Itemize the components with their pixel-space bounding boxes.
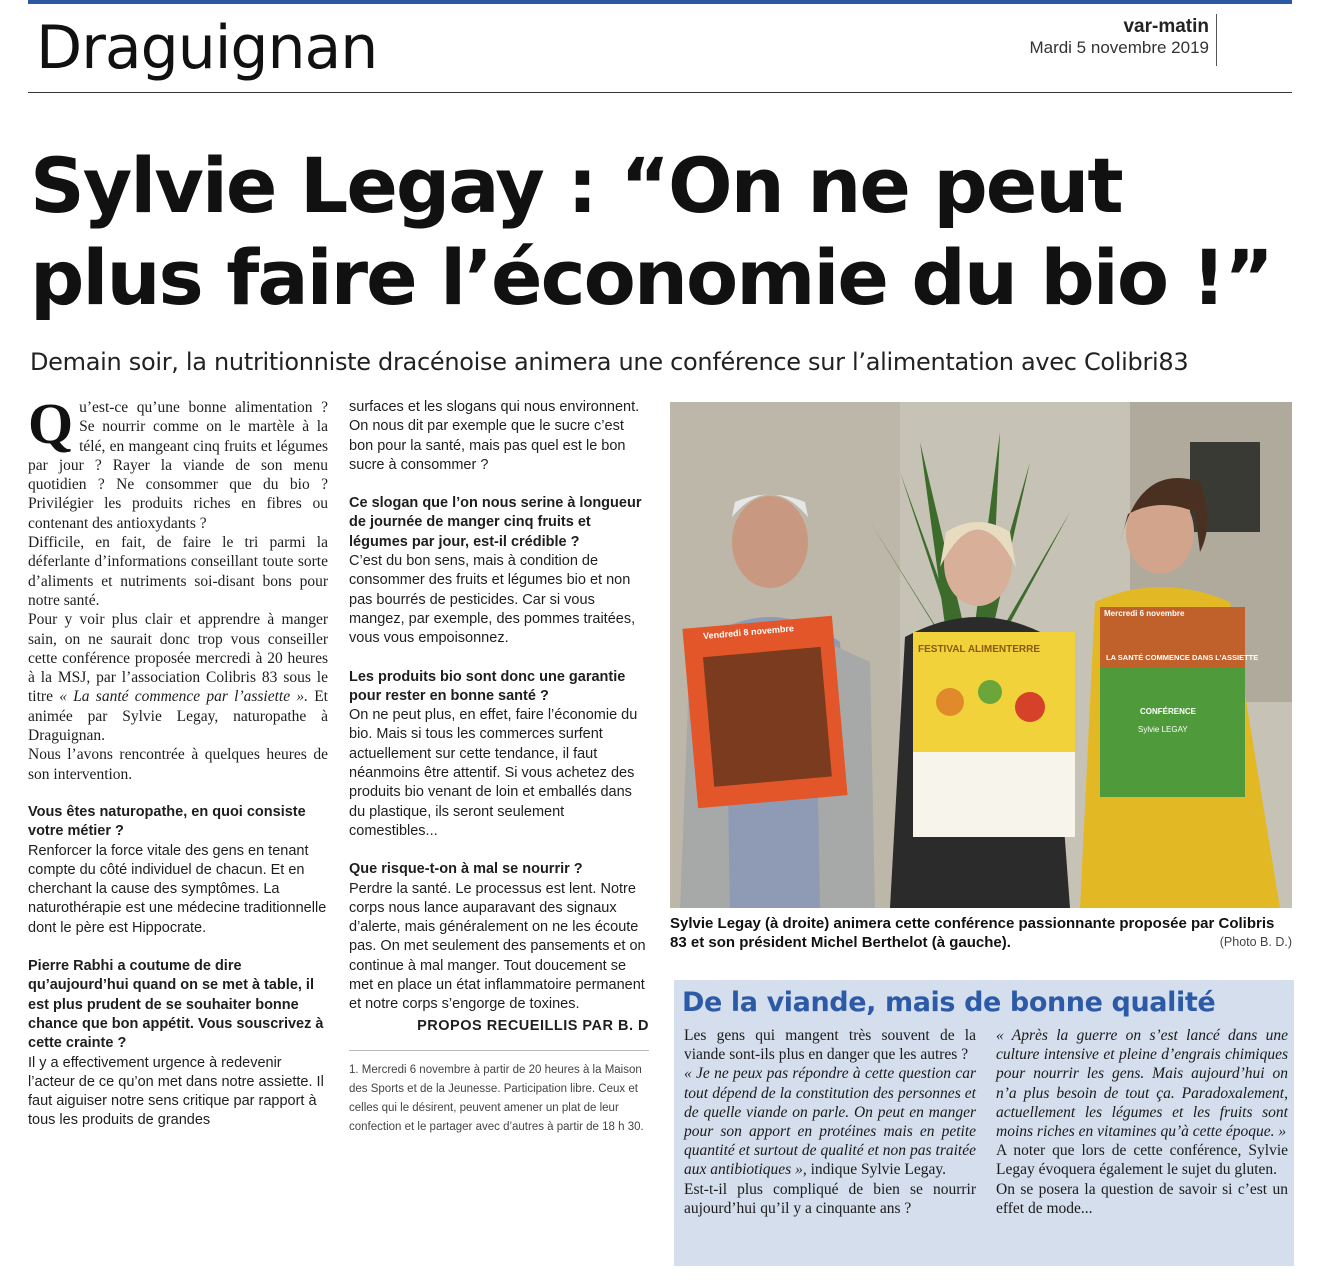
question-3: Ce slogan que l’on nous serine à longueur de journée de manger cinq fruits et légumes par jour, est-il crédible ? xyxy=(349,495,642,550)
sidebar-question-2: Est-t-il plus compliqué de bien se nourrir aujourd’hui qu’il y a cinquante ans ? xyxy=(684,1180,976,1217)
answer-1: Renforcer la force vitale des gens en tenant compte du côté individuel de chacun. Et en cherchant la cause des symptômes. La naturothérapie est une médecine traditionnelle dont le père est Hippocrate. xyxy=(28,842,327,936)
photo-caption xyxy=(670,914,1292,952)
footnote: 1. Mercredi 6 novembre à partir de 20 heures à la Maison des Sports et de la Jeunesse. Participation libre. Ceux et celles qui le désirent, peuvent amener un plat de leur confection et le partager avec d’autres à partir de 18 h 30. xyxy=(349,1063,644,1133)
sidebar-box xyxy=(674,980,1294,1266)
poster-right-sub: CONFÉRENCE xyxy=(1140,707,1197,716)
publication-date: Mardi 5 novembre 2019 xyxy=(1029,38,1209,57)
answer-2: Il y a effectivement urgence à redevenir l’acteur de ce qu’on met dans notre assiette. Il faut aiguiser notre sens critique par rapport à tous les produits de grandes xyxy=(28,1054,324,1129)
note-divider xyxy=(349,1050,649,1051)
sidebar-column-left xyxy=(684,1026,976,1218)
intro-paragraph-4: Nous l’avons rencontrée à quelques heures de son intervention. xyxy=(28,746,328,783)
sidebar-column-right xyxy=(996,1026,1288,1218)
headline-line-1: Sylvie Legay : “On ne peut xyxy=(30,141,1122,230)
sidebar-paragraph-2: On se posera la question de savoir si c’est un effet de mode... xyxy=(996,1180,1288,1217)
sidebar-paragraph-1: A noter que lors de cette conférence, Sylvie Legay évoquera également le sujet du gluten. xyxy=(996,1142,1288,1179)
article-photo xyxy=(670,402,1292,908)
answer-2-continued: surfaces et les slogans qui nous environnent. On nous dit par exemple que le sucre c’est bon pour la santé, mais pas quel est le bon sucre à consommer ? xyxy=(349,399,640,473)
poster-right-title: LA SANTÉ COMMENCE DANS L’ASSIETTE xyxy=(1106,653,1259,662)
article-column-2 xyxy=(349,398,649,1137)
top-accent-bar xyxy=(28,0,1292,4)
intro-paragraph-2: Difficile, en fait, de faire le tri parmi la déferlante d’informations conseillant toute sorte d’aliments et nutriments soi-disant bons pour notre santé. xyxy=(28,534,328,609)
poster-right-date: Mercredi 6 novembre xyxy=(1104,609,1185,618)
intro-paragraph-1: Qu’est-ce qu’une bonne alimentation ? Se nourrir comme on le martèle à la télé, en mangeant cinq fruits et légumes par jour ? Rayer la viande de son menu quotidien ? Ne consommer que du bio ? Privilégier les produits riches en fibres ou contenant des antioxydants ? xyxy=(28,391,328,532)
headline xyxy=(30,140,1300,324)
person-left-face xyxy=(732,496,808,588)
sidebar-quote-1: « Je ne peux pas répondre à cette question car tout dépend de la constitution des personnes et de quelle viande on parle. On peut en manger pour son apport en protéines mais en petite quantité et surtout de qualité et non pas traitée aux antibiotiques », indique Sylvie Legay. xyxy=(684,1065,976,1179)
header-rule xyxy=(28,92,1292,93)
question-4: Les produits bio sont donc une garantie pour rester en bonne santé ? xyxy=(349,668,626,704)
sidebar-quote-2: « Après la guerre on s’est lancé dans une culture intensive et pleine d’engrais chimiques pour nourrir les gens. Mais aujourd’hui on n’a plus besoin de tout ça. Paradoxalement, actuellement les légumes et les fruits sont moins riches en vitamines qu’à cette époque. » xyxy=(996,1027,1288,1141)
photo-illustration xyxy=(670,402,1292,908)
answer-5: Perdre la santé. Le processus est lent. Notre corps nous lance auparavant des signaux d’alerte, mais généralement on ne les écoute pas. On met seulement des pansements et on continue à mal manger. Tout doucement se met en place un état inflammatoire permanent et notre corps s’engorge de toxines. xyxy=(349,880,646,1013)
headline-line-2: plus faire l’économie du bio !” xyxy=(30,233,1273,322)
intro-paragraph-3: Pour y voir plus clair et apprendre à manger sain, on ne saurait donc trop vous conseiller cette conférence proposée mercredi à 20 heures à la MSJ, par l’association Colibris 83 sous le titre « La santé commence par l’assiette ». Et animée par Sylvie Legay, naturopathe à Draguignan. xyxy=(28,611,328,745)
masthead xyxy=(1029,16,1209,58)
newspaper-name: var-matin xyxy=(1123,16,1209,37)
caption-text: Sylvie Legay (à droite) animera cette conférence passionnante proposée par Colibris 83 et son président Michel Berthelot (à gauche). xyxy=(670,915,1275,951)
section-title: Draguignan xyxy=(36,13,378,83)
drop-cap: Q xyxy=(28,391,74,456)
byline-signature: PROPOS RECUEILLIS PAR B. D xyxy=(417,1017,649,1034)
poster-left-text: Vendredi 8 novembre xyxy=(702,623,795,642)
answer-3: C’est du bon sens, mais à condition de consommer des fruits et légumes bio et non pas bourrés de pesticides. Car si vous mangez, par exemple, des pommes traitées, vous vous empoisonnez. xyxy=(349,553,636,647)
question-1: Vous êtes naturopathe, en quoi consiste votre métier ? xyxy=(28,803,306,840)
poster-right-name: Sylvie LEGAY xyxy=(1138,725,1188,734)
masthead-divider xyxy=(1216,14,1217,66)
poster-middle-text: FESTIVAL ALIMENTERRE xyxy=(918,644,1041,655)
photo-credit: (Photo B. D.) xyxy=(1219,935,1292,949)
answer-4: On ne peut plus, en effet, faire l’économie du bio. Mais si tous les commerces surfent actuellement sur cette tendance, il faut néanmoins être attentif. Si vous achetez des produits bio venant de loin et emballés dans du plastique, ils seront seulement comestibles... xyxy=(349,707,638,839)
subheadline: Demain soir, la nutritionniste dracénoise animera une conférence sur l’alimentation avec Colibri83 xyxy=(30,348,1189,376)
question-2: Pierre Rabhi a coutume de dire qu’aujourd’hui quand on se met à table, il est plus prudent de se souhaiter bonne chance que bon appétit. Vous souscrivez à cette crainte ? xyxy=(28,958,324,1052)
question-5: Que risque-t-on à mal se nourrir ? xyxy=(349,861,583,878)
sidebar-question-1: Les gens qui mangent très souvent de la viande sont-ils plus en danger que les autres ? xyxy=(684,1027,976,1064)
article-column-1 xyxy=(28,391,328,1131)
sidebar-title: De la viande, mais de bonne qualité xyxy=(682,987,1216,1018)
